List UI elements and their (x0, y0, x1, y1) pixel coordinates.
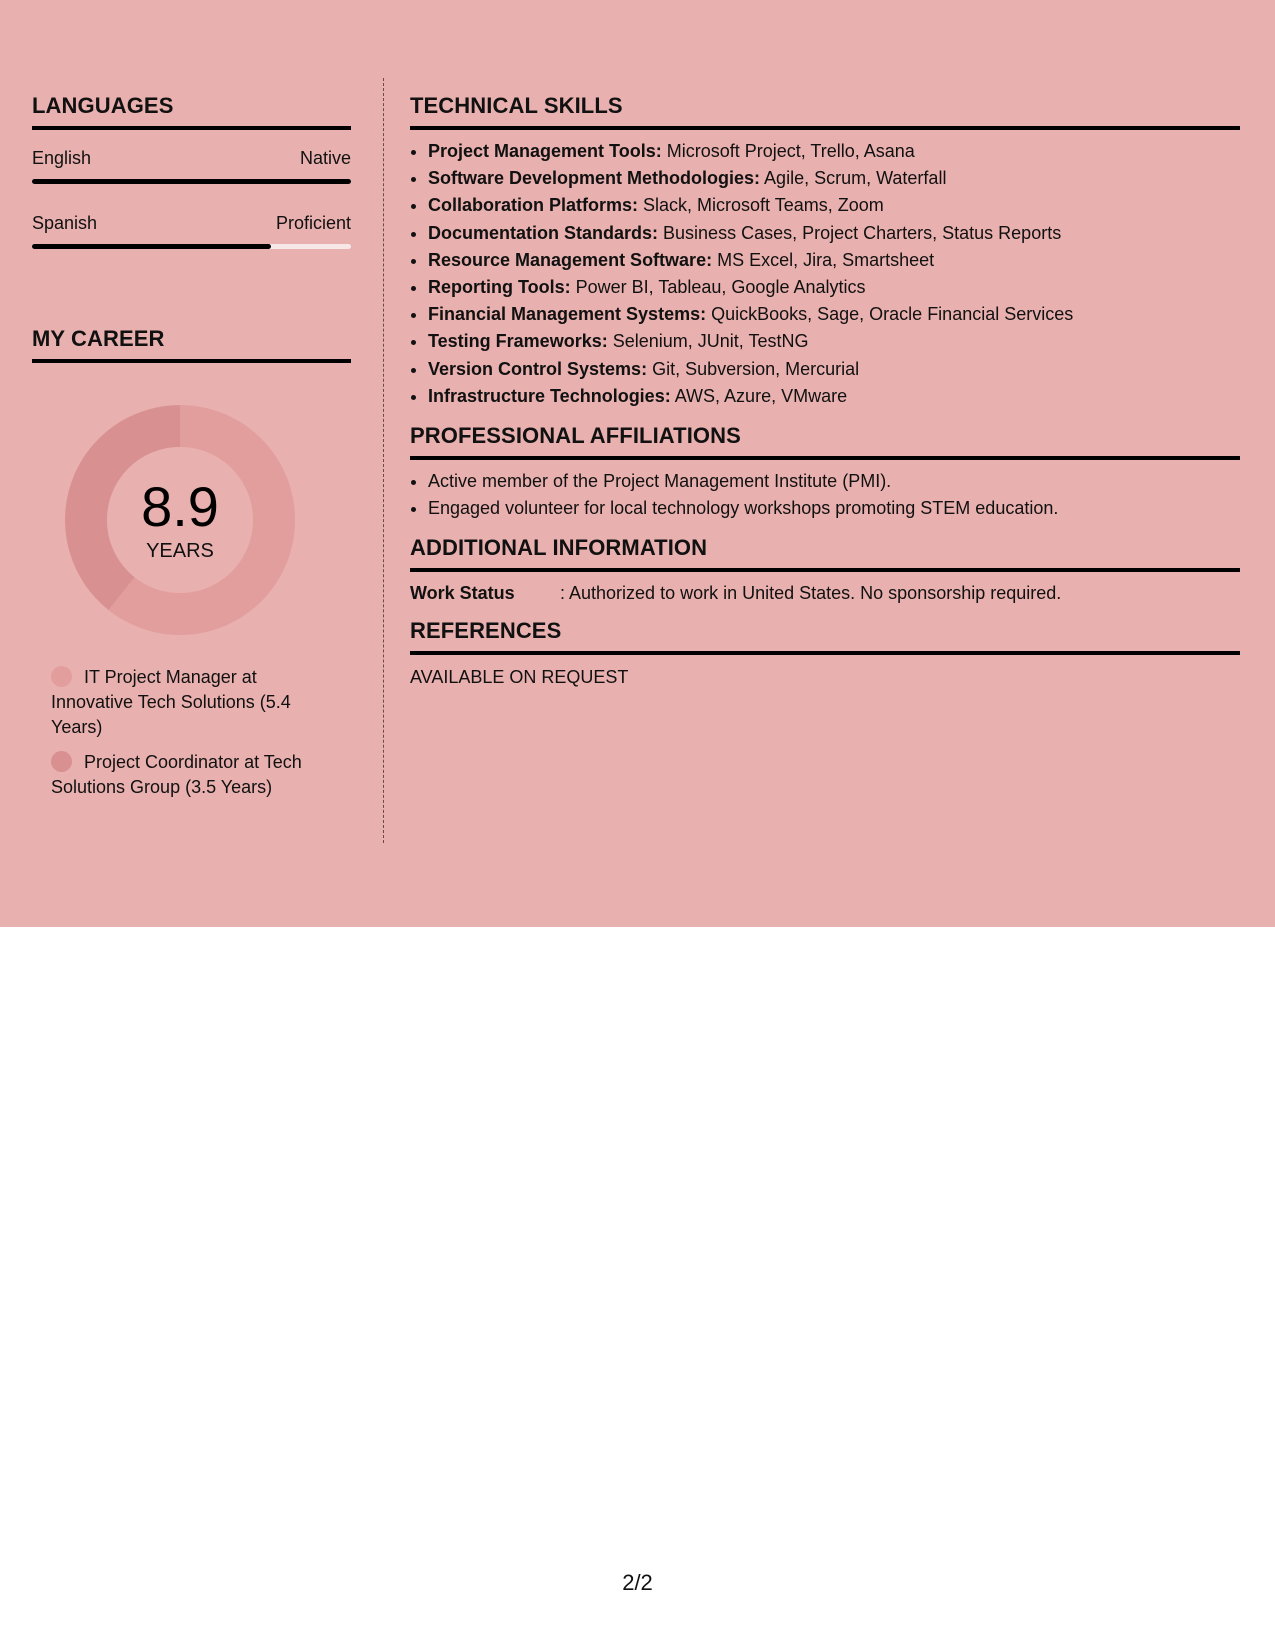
skill-category: Project Management Tools: (428, 141, 662, 161)
career-legend-item (51, 665, 321, 740)
career-donut-chart (65, 405, 295, 635)
legend-dot-icon (51, 751, 72, 772)
language-proficiency-fill (32, 244, 271, 249)
skill-category: Collaboration Platforms: (428, 195, 639, 216)
affiliation-item: • Active member of the Project Management Institute (PMI). (428, 468, 1240, 495)
work-status-row (410, 581, 1240, 605)
language-proficiency-bar (32, 244, 351, 249)
career-total (65, 405, 295, 635)
skill-values: Slack, Microsoft Teams, Zoom (638, 195, 884, 216)
language-level: Proficient (275, 213, 351, 233)
skill-values: AWS, Azure, VMware (670, 385, 848, 406)
career-total-unit: YEARS (146, 540, 214, 562)
career-legend-label: IT Project Manager at Innovative Tech Solutions (5.4 Years) (51, 667, 291, 737)
language-name: Spanish (32, 213, 98, 233)
language-name: English (32, 148, 92, 168)
career-legend-item (51, 750, 321, 800)
skill-category: Resource Management Software: (428, 249, 713, 270)
skill-values: Business Cases, Project Charters, Status Reports (658, 222, 1062, 243)
career-total-value: 8.9 (141, 475, 219, 538)
language-item (32, 147, 351, 184)
work-status-value: : Authorized to work in United States. No sponsorship required. (560, 583, 1062, 604)
skill-category: Testing Frameworks: (428, 331, 608, 352)
skill-values: MS Excel, Jira, Smartsheet (712, 249, 935, 270)
skill-item (428, 220, 1240, 247)
skill-item (428, 383, 1240, 410)
skill-values: Agile, Scrum, Waterfall (760, 168, 947, 189)
skill-item (428, 356, 1240, 383)
skill-values: Power BI, Tableau, Google Analytics (570, 277, 866, 298)
skill-item (428, 192, 1240, 219)
language-proficiency-fill (32, 179, 351, 184)
skill-values: Selenium, JUnit, TestNG (607, 331, 809, 352)
technical-skills-list (410, 138, 1240, 410)
affiliation-item: • Engaged volunteer for local technology workshops promoting STEM education. (428, 495, 1240, 522)
skill-category: Infrastructure Technologies: (428, 385, 671, 406)
skill-category: Documentation Standards: (428, 222, 659, 243)
skill-values: QuickBooks, Sage, Oracle Financial Services (706, 304, 1074, 325)
affiliations-list (410, 468, 1240, 522)
skill-category: Version Control Systems: (428, 358, 648, 379)
technical-skills-heading: TECHNICAL SKILLS (410, 92, 1240, 130)
skill-item (428, 301, 1240, 328)
skill-values: Microsoft Project, Trello, Asana (661, 141, 915, 161)
skill-item (428, 165, 1240, 192)
skill-item (428, 274, 1240, 301)
career-legend (51, 665, 321, 800)
skill-category: Software Development Methodologies: (428, 168, 761, 189)
language-item (32, 212, 351, 249)
right-column (410, 92, 1240, 688)
skill-category: Reporting Tools: (428, 277, 571, 298)
skill-item (428, 138, 1240, 165)
affiliations-heading: PROFESSIONAL AFFILIATIONS (410, 422, 1240, 460)
page-number: 2/2 (622, 1570, 653, 1595)
language-level: Native (299, 148, 351, 168)
languages-heading: LANGUAGES (32, 92, 351, 130)
skill-category: Financial Management Systems: (428, 304, 707, 325)
references-heading: REFERENCES (410, 617, 1240, 655)
left-column (32, 92, 351, 810)
column-divider (383, 78, 384, 843)
legend-dot-icon (51, 666, 72, 687)
language-proficiency-bar (32, 179, 351, 184)
skill-item (428, 247, 1240, 274)
additional-information-heading: ADDITIONAL INFORMATION (410, 534, 1240, 572)
work-status-label: Work Status (410, 583, 515, 604)
skill-values: Git, Subversion, Mercurial (647, 358, 860, 379)
references-text: AVAILABLE ON REQUEST (410, 667, 629, 688)
skill-item (428, 328, 1240, 355)
career-heading: MY CAREER (32, 325, 351, 363)
career-legend-label: Project Coordinator at Tech Solutions Group (3.5 Years) (51, 752, 302, 797)
